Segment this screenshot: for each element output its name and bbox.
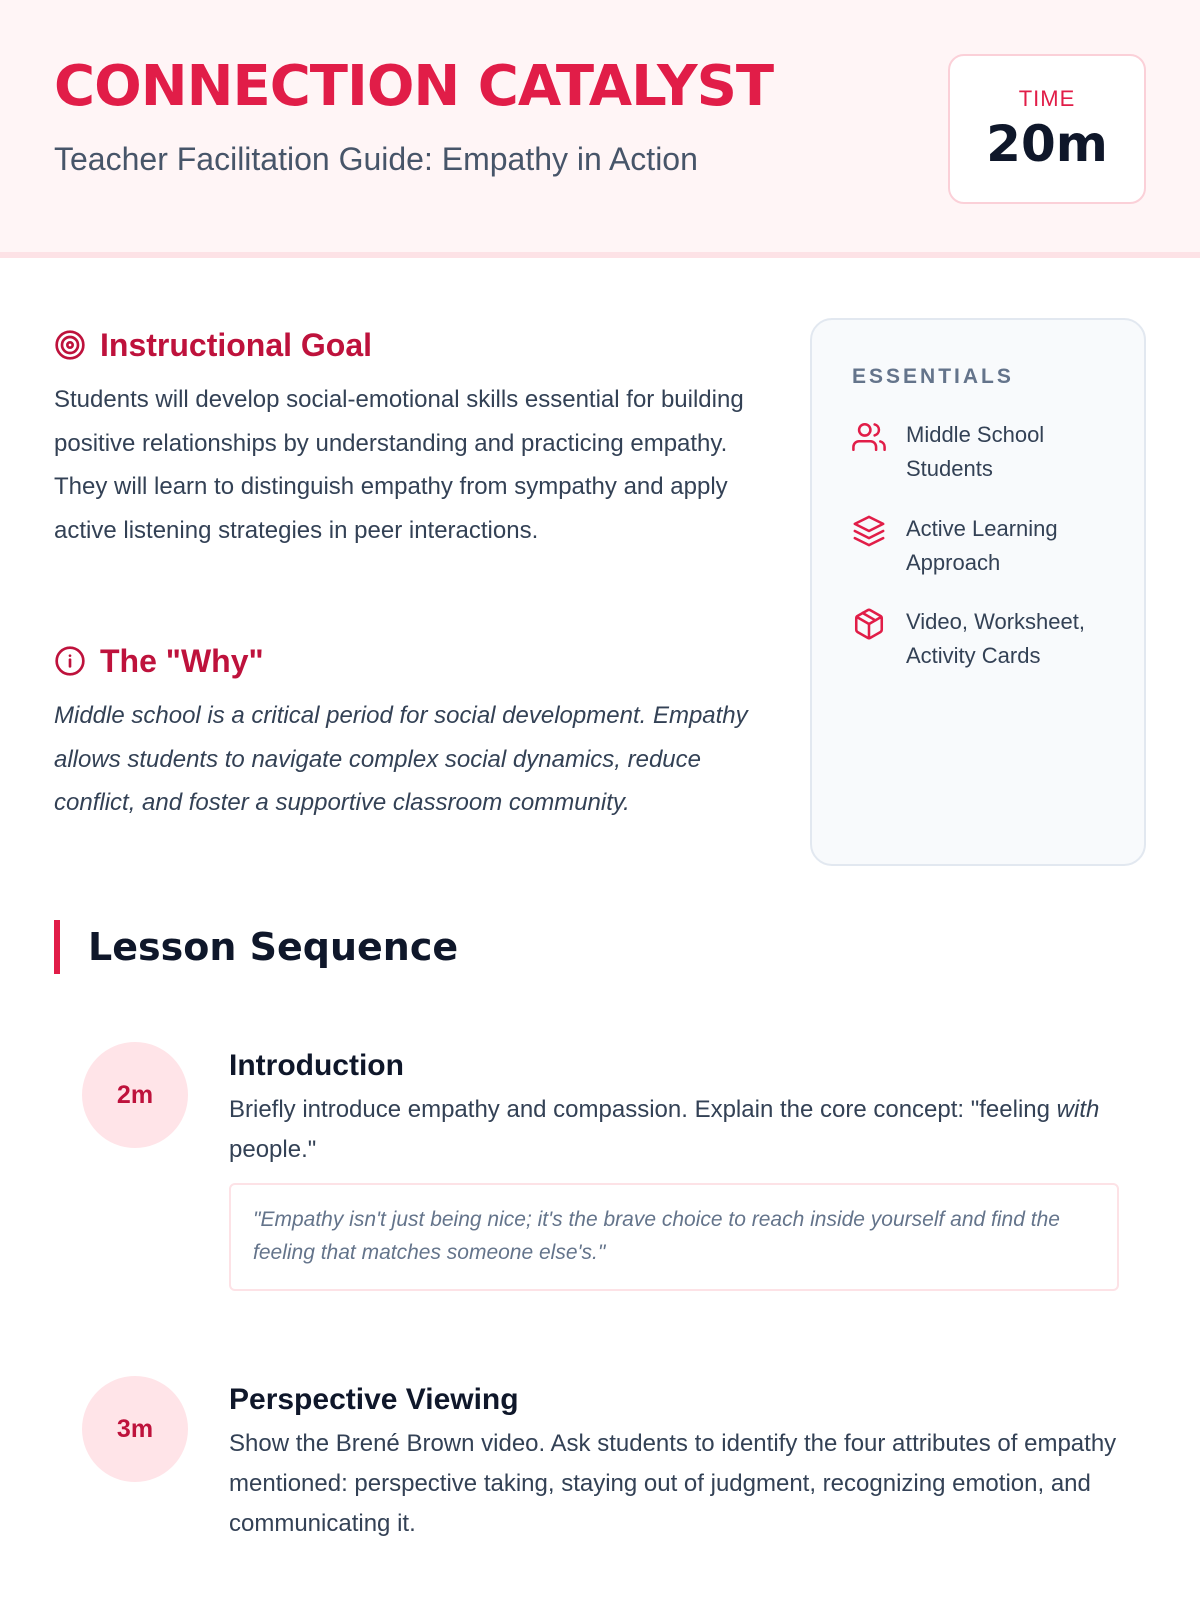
essentials-item-materials: [852, 605, 1122, 673]
essentials-item-text: Active Learning Approach: [906, 516, 1058, 575]
step-quote: "Empathy isn't just being nice; it's the brave choice to reach inside yourself and find the feeling that matches someone else's.": [229, 1183, 1119, 1291]
lesson-sequence-heading: Lesson Sequence: [54, 920, 458, 974]
info-icon: [54, 645, 86, 677]
step-description: [229, 1090, 1125, 1170]
essentials-card: [810, 318, 1146, 866]
step-duration-badge: 3m: [82, 1376, 188, 1482]
time-card: [948, 54, 1146, 204]
essentials-item-text: Middle School Students: [906, 422, 1045, 481]
goal-text: Students will develop social-emotional skills essential for building positive relationships by understanding and practicing empathy. They will learn to distinguish empathy from sympathy and apply active listening strategies in peer interactions.: [54, 386, 744, 544]
target-icon: [54, 329, 86, 361]
goal-heading-label: Instructional Goal: [100, 327, 373, 363]
essentials-label: ESSENTIALS: [852, 365, 1014, 388]
time-value: 20m: [986, 115, 1108, 173]
essentials-item-approach: [852, 512, 1122, 580]
package-icon: [852, 607, 886, 641]
time-label: TIME: [1018, 86, 1076, 111]
layers-icon: [852, 514, 886, 548]
step-description: Show the Brené Brown video. Ask students to identify the four attributes of empathy mentioned: perspective taking, staying out of judgment, recognizing emotion, and communicating it.: [229, 1430, 1117, 1537]
step-description-part: Briefly introduce empathy and compassion. Explain the core concept: "feeling: [229, 1096, 1057, 1123]
step-description-part: people.": [229, 1136, 317, 1163]
why-heading-label: The "Why": [100, 643, 264, 679]
step-description-emphasis: with: [1056, 1096, 1100, 1123]
why-text: Middle school is a critical period for social development. Empathy allows students to navigate complex social dynamics, reduce conflict, and foster a supportive classroom community.: [54, 702, 748, 816]
essentials-item-text: Video, Worksheet, Activity Cards: [906, 609, 1085, 668]
essentials-item-audience: [852, 418, 1122, 486]
step-title: Perspective Viewing: [229, 1383, 519, 1416]
users-icon: [852, 420, 886, 454]
goal-heading: [54, 325, 372, 365]
page-title: CONNECTION CATALYST: [54, 54, 774, 119]
step-duration-badge: 2m: [82, 1042, 188, 1148]
page-header: [0, 0, 1200, 258]
why-heading: [54, 641, 264, 681]
step-title: Introduction: [229, 1049, 404, 1082]
page-subtitle: Teacher Facilitation Guide: Empathy in Action: [54, 141, 698, 177]
